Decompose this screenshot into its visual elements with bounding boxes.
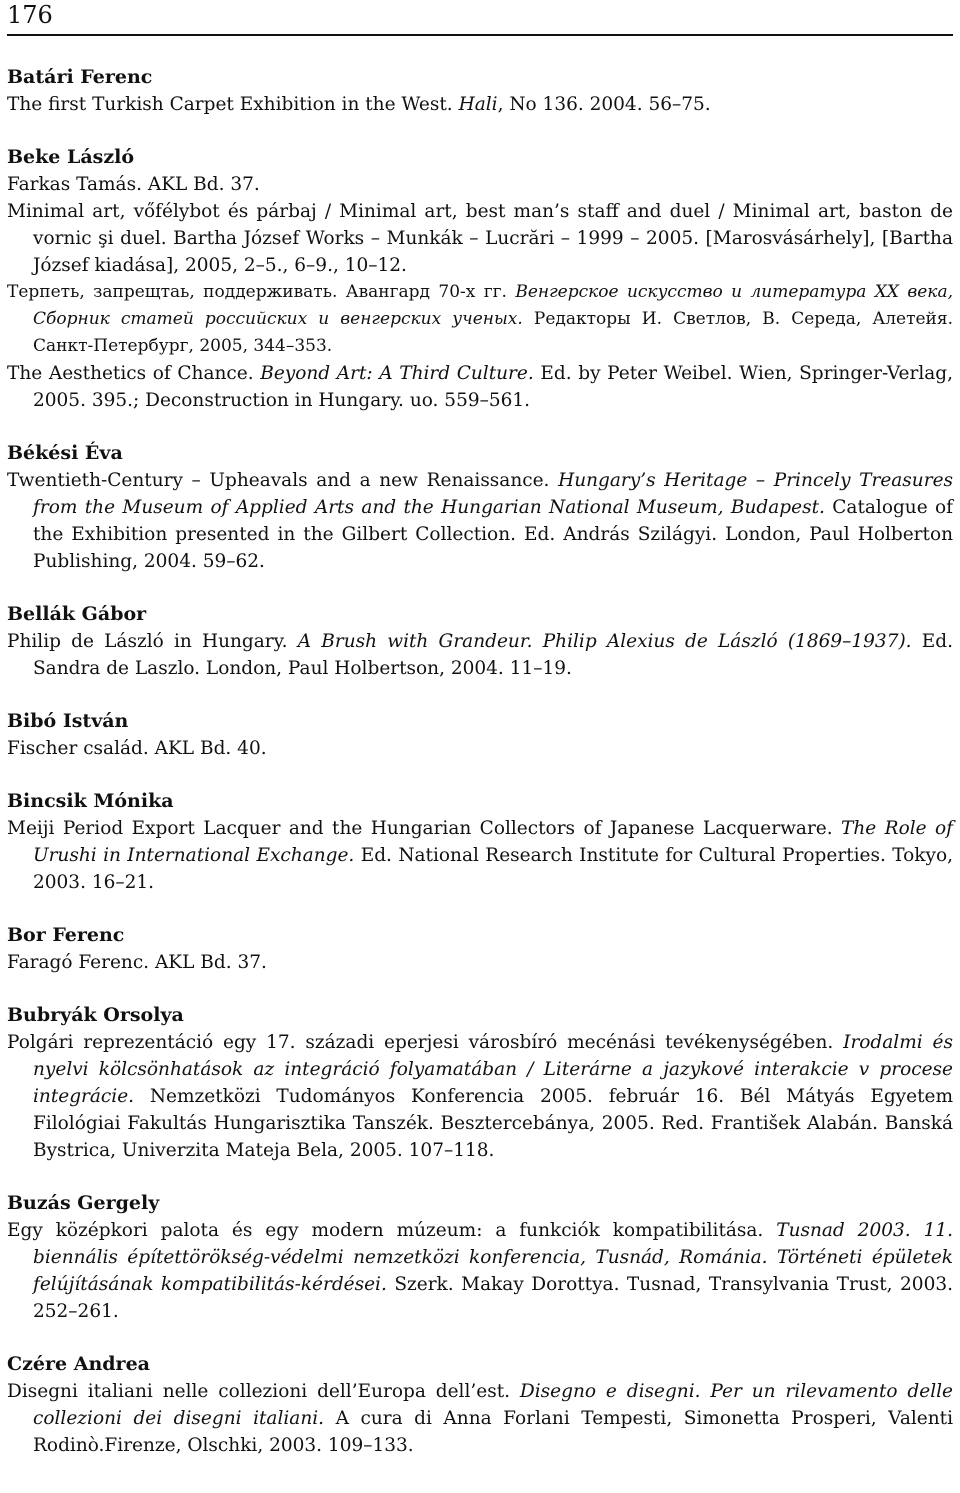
citation	[7, 1029, 953, 1164]
citation-text: Szerk. Makay Dorottya. Tusnad, Transylvania Trust, 2003. 252–261.	[33, 1274, 953, 1322]
citation-text: Редакторы И. Светлов, В. Середа, Алетейя. Санкт-Петербург, 2005, 344–353.	[33, 309, 953, 356]
citation-text: The Aesthetics of Chance.	[7, 363, 261, 384]
citation-text: Faragó Ferenc. AKL Bd. 37.	[7, 952, 267, 973]
citation-text: A cura di Anna Forlani Tempesti, Simonetta Prosperi, Valenti Rodinò.Firenze, Olschki, 2003. 109–133.	[33, 1408, 953, 1456]
citation	[7, 735, 953, 762]
bibliography-entry	[7, 601, 953, 682]
bibliography-entry	[7, 64, 953, 118]
citation	[7, 171, 953, 198]
citation	[7, 1378, 953, 1459]
citation	[7, 1217, 953, 1325]
bibliography-entry	[7, 1002, 953, 1164]
citation-text: Ed. by Peter Weibel. Wien, Springer-Verlag, 2005. 395.; Deconstruction in Hungary. uo. 559–561.	[33, 363, 953, 411]
bibliography-entry	[7, 708, 953, 762]
bibliography-entry	[7, 440, 953, 575]
citation-italic-text: Венгерское искусство и литература XX века, Сборник статей российских и венгерских ученых.	[33, 282, 953, 329]
citation-text: Meiji Period Export Lacquer and the Hungarian Collectors of Japanese Lacquerware.	[7, 818, 842, 839]
citation-text: Ed. Sandra de Laszlo. London, Paul Holbertson, 2004. 11–19.	[33, 631, 953, 679]
citation	[7, 467, 953, 575]
author-name: Batári Ferenc	[7, 66, 153, 88]
citation	[7, 91, 953, 118]
citation-text: Catalogue of the Exhibition presented in the Gilbert Collection. Ed. András Szilágyi. London, Paul Holberton Publishing, 2004. 59–62.	[33, 497, 954, 572]
citation-text: Fischer család. AKL Bd. 40.	[7, 738, 267, 759]
author-name: Beke László	[7, 146, 135, 168]
citation-italic-text: Disegno e disegni. Per un rilevamento delle collezioni dei disegni italiani.	[33, 1381, 953, 1429]
citation-italic-text: A Brush with Grandeur. Philip Alexius de László (1869–1937).	[297, 631, 912, 652]
bibliography-entry	[7, 1351, 953, 1459]
citation	[7, 815, 953, 896]
citation-text: Twentieth-Century – Upheavals and a new Renaissance.	[7, 470, 559, 491]
citation-italic-text: Beyond Art: A Third Culture.	[260, 363, 534, 384]
bibliography-entry	[7, 1190, 953, 1325]
citation-italic-text: Tusnad 2003. 11. biennális építettörökség-védelmi nemzetközi konferencia, Tusnád, Románia. Történeti épületek felújításának kompatibilitás-kérdései.	[33, 1220, 953, 1295]
citation-text: Polgári reprezentáció egy 17. századi eperjesi városbíró mecénási tevékenységében.	[7, 1032, 844, 1053]
author-name: Békési Éva	[7, 442, 123, 464]
header-rule	[7, 34, 953, 36]
citation-text: Терпеть, запрещтаь, поддерживать. Авангард 70-х гг.	[7, 282, 516, 302]
page-number: 176	[7, 1, 53, 29]
citation-italic-text: Hali	[458, 94, 498, 115]
citation	[7, 198, 953, 279]
citation-text: , No 136. 2004. 56–75.	[497, 94, 711, 115]
citation-text: Philip de László in Hungary.	[7, 631, 298, 652]
citation-text: The first Turkish Carpet Exhibition in the West.	[7, 94, 459, 115]
author-name: Czére Andrea	[7, 1353, 150, 1375]
citation-text: Minimal art, vőfélybot és párbaj / Minimal art, best man’s staff and duel / Minimal art, baston de vornic şi duel. Bartha József Works – Munkák – Lucrări – 1999 – 2005. [Marosvásárhely], [Bartha József kiadása], 2005, 2–5., 6–9., 10–12.	[7, 201, 953, 276]
citation-italic-text: Hungary’s Heritage – Princely Treasures from the Museum of Applied Arts and the Hungarian National Museum, Budapest.	[33, 470, 954, 518]
citation-text: Farkas Tamás. AKL Bd. 37.	[7, 174, 260, 195]
author-name: Bellák Gábor	[7, 603, 147, 625]
citation-text: Disegni italiani nelle collezioni dell’Europa dell’est.	[7, 1381, 520, 1402]
citation	[7, 628, 953, 682]
author-name: Bincsik Mónika	[7, 790, 174, 812]
citation	[7, 279, 953, 360]
author-name: Buzás Gergely	[7, 1192, 160, 1214]
bibliography-entry	[7, 144, 953, 414]
author-name: Bibó István	[7, 710, 129, 732]
author-name: Bubryák Orsolya	[7, 1004, 184, 1026]
citation	[7, 949, 953, 976]
bibliography-entry	[7, 788, 953, 896]
citation-italic-text: The Role of Urushi in International Exchange.	[33, 818, 953, 866]
author-name: Bor Ferenc	[7, 924, 125, 946]
citation-text: Egy középkori palota és egy modern múzeum: a funkciók kompatibilitása.	[7, 1220, 777, 1241]
bibliography-list	[7, 64, 953, 1459]
bibliography-entry	[7, 922, 953, 976]
citation-text: Nemzetközi Tudományos Konferencia 2005. február 16. Bél Mátyás Egyetem Filológiai Fakultás Hungarisztika Tanszék. Besztercebánya, 2005. Red. František Alabán. Banská Bystrica, Univerzita Mateja Bela, 2005. 107–118.	[33, 1086, 953, 1161]
citation	[7, 360, 953, 414]
citation-italic-text: Irodalmi és nyelvi kölcsönhatások az integráció folyamatában / Literárne a jazykové interakcie v procese integrácie.	[33, 1032, 953, 1107]
citation-text: Ed. National Research Institute for Cultural Properties. Tokyo, 2003. 16–21.	[33, 845, 953, 893]
